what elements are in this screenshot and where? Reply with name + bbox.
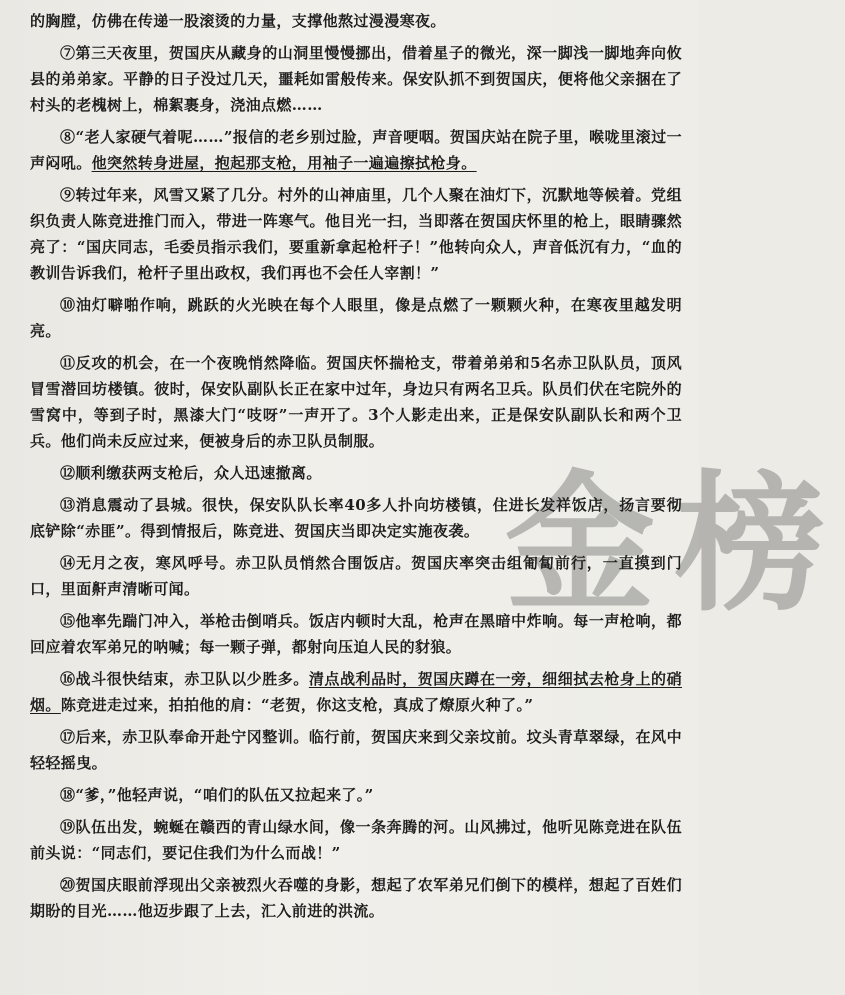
paragraph-8 xyxy=(30,124,682,176)
paragraph-17 xyxy=(30,724,682,776)
paragraph-text: ⑧“老人家硬气着呢……”报信的老乡别过脸，声音哽咽。贺国庆站在院子里，喉咙里滚过一声闷吼。 xyxy=(30,128,682,172)
underlined-sentence: 清点战利品时，贺国庆蹲在一旁，细细拭去枪身上的硝烟。 xyxy=(30,670,682,714)
watermark: 金榜 xyxy=(505,458,845,632)
paragraph-text: ⑩油灯噼啪作响，跳跃的火光映在每个人眼里，像是点燃了一颗颗火种，在寒夜里越发明亮。 xyxy=(30,296,682,340)
paragraph-text: ⑲队伍出发，蜿蜒在赣西的青山绿水间，像一条奔腾的河。山风拂过，他听见陈竞进在队伍前头说：“同志们，要记住我们为什么而战！” xyxy=(30,818,682,862)
paragraph-text: ⑫顺利缴获两支枪后，众人迅速撤离。 xyxy=(60,464,322,482)
paragraph-18 xyxy=(30,782,682,808)
paragraph-text: ⑮他率先踹门冲入，举枪击倒哨兵。饭店内顿时大乱，枪声在黑暗中炸响。每一声枪响，都回应着农军弟兄的呐喊；每一颗子弹，都射向压迫人民的豺狼。 xyxy=(30,612,682,656)
paragraph-text: 的胸膛，仿佛在传递一股滚烫的力量，支撑他熬过漫漫寒夜。 xyxy=(30,12,446,30)
paragraph-text: ⑨转过年来，风雪又紧了几分。村外的山神庙里，几个人聚在油灯下，沉默地等候着。党组织负责人陈竞进推门而入，带进一阵寒气。他目光一扫，当即落在贺国庆怀里的枪上，眼睛骤然亮了：“国庆同志，毛委员指示我们，要重新拿起枪杆子！”他转向众人，声音低沉有力，“血的教训告诉我们，枪杆子里出政权，我们再也不会任人宰割！” xyxy=(30,186,682,282)
paragraph-text: 陈竞进走过来，拍拍他的肩：“老贺，你这支枪，真成了燎原火种了。” xyxy=(60,696,534,714)
paragraph-text: ⑳贺国庆眼前浮现出父亲被烈火吞噬的身影，想起了农军弟兄们倒下的模样，想起了百姓们期盼的目光……他迈步跟了上去，汇入前进的洪流。 xyxy=(30,876,682,920)
paragraph-text: ⑭无月之夜，寒风呼号。赤卫队员悄然合围饭店。贺国庆率突击组匍匐前行，一直摸到门口，里面鼾声清晰可闻。 xyxy=(30,554,682,598)
paragraph-10 xyxy=(30,292,682,344)
paragraph-16 xyxy=(30,666,682,718)
paragraph-11 xyxy=(30,350,682,454)
paragraph-9 xyxy=(30,182,682,286)
paragraph-text: ⑱“爹，”他轻声说，“咱们的队伍又拉起来了。” xyxy=(60,786,374,804)
paragraph-text: ⑬消息震动了县城。很快，保安队队长率40多人扑向坊楼镇，住进长发祥饭店，扬言要彻底铲除“赤匪”。得到情报后，陈竞进、贺国庆当即决定实施夜袭。 xyxy=(30,496,682,540)
paragraph-continued xyxy=(30,8,682,34)
paragraph-text: ⑪反攻的机会，在一个夜晚悄然降临。贺国庆怀揣枪支，带着弟弟和5名赤卫队队员，顶风冒雪潜回坊楼镇。彼时，保安队副队长正在家中过年，身边只有两名卫兵。队员们伏在宅院外的雪窝中，等到子时，黑漆大门“吱呀”一声开了。3个人影走出来，正是保安队副队长和两个卫兵。他们尚未反应过来，便被身后的赤卫队员制服。 xyxy=(30,354,682,450)
paragraph-19 xyxy=(30,814,682,866)
paragraph-text: ⑦第三天夜里，贺国庆从藏身的山洞里慢慢挪出，借着星子的微光，深一脚浅一脚地奔向攸县的弟弟家。平静的日子没过几天，噩耗如雷般传来。保安队抓不到贺国庆，便将他父亲捆在了村头的老槐树上，棉絮裹身，浇油点燃…… xyxy=(30,44,682,114)
paragraph-text: ⑰后来，赤卫队奉命开赴宁冈整训。临行前，贺国庆来到父亲坟前。坟头青草翠绿，在风中轻轻摇曳。 xyxy=(30,728,682,772)
underlined-sentence: 他突然转身进屋，抱起那支枪，用袖子一遍遍擦拭枪身。 xyxy=(91,154,477,172)
paragraph-text: ⑯战斗很快结束，赤卫队以少胜多。 xyxy=(60,670,309,688)
paragraph-20 xyxy=(30,872,682,924)
paragraph-7 xyxy=(30,40,682,118)
